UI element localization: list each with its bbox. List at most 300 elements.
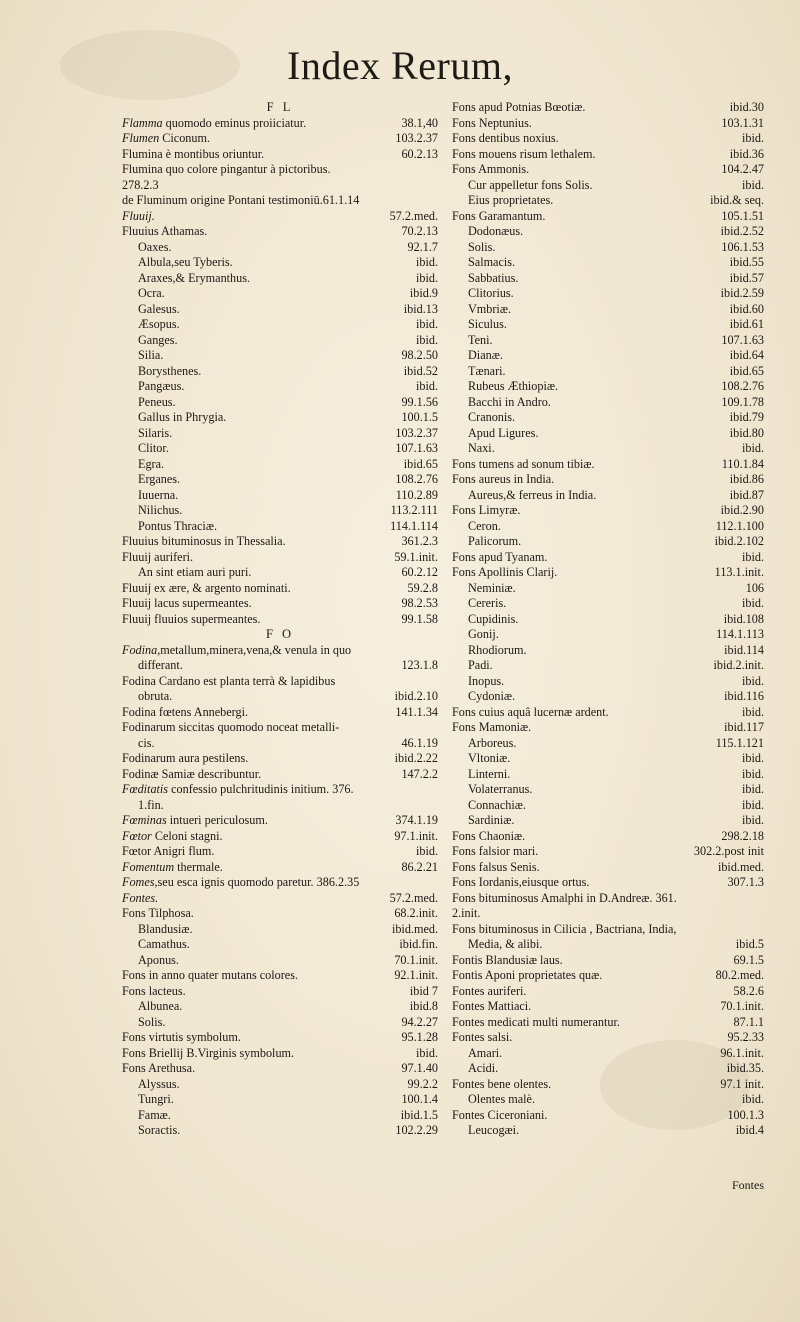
entry-text: Fons virtutis symbolum. [122, 1030, 241, 1044]
entry-reference: 59.2.8 [407, 580, 438, 595]
index-entry [452, 193, 764, 209]
index-entry [452, 178, 764, 194]
index-entry [122, 596, 438, 612]
entry-reference: ibid. [741, 704, 764, 719]
entry-text: Fons apud Potnias Bœotiæ. [452, 100, 586, 114]
entry-reference: ibid. [415, 270, 438, 285]
entry-reference: 105.1.51 [721, 208, 764, 223]
entry-text: Flamma quomodo eminus proiiciatur. [122, 115, 307, 130]
entry-reference: 97.1 init. [720, 1076, 764, 1091]
index-entry [452, 131, 764, 147]
index-entry [452, 441, 764, 457]
index-entry [122, 379, 438, 395]
entry-reference: ibid.med. [391, 921, 438, 936]
entry-reference: 108.2.76 [395, 472, 438, 486]
entry-text: Padi. [468, 658, 493, 672]
index-entry [452, 240, 764, 256]
entry-text: Fomentum thermale. [122, 859, 223, 874]
index-entry [122, 240, 438, 256]
entry-text: obruta. [138, 689, 173, 703]
index-entry [452, 875, 764, 891]
entry-text: Linterni. [468, 766, 511, 781]
entry-text: Fons lacteus. [122, 983, 186, 998]
index-entry [122, 1092, 438, 1108]
entry-reference: ibid.65 [403, 456, 438, 471]
index-entry [122, 209, 438, 225]
entry-reference: 92.1.7 [407, 239, 438, 254]
index-entry [452, 689, 764, 705]
entry-text: Fodinarum siccitas quomodo noceat metalli- [122, 720, 340, 734]
entry-text: Acidi. [468, 1061, 499, 1075]
entry-reference: ibid.114 [724, 642, 764, 657]
entry-text: Sabbatius. [468, 270, 519, 285]
index-entry [122, 224, 438, 240]
index-entry [452, 224, 764, 240]
index-entry [452, 1123, 764, 1139]
entry-reference: 99.1.58 [401, 611, 438, 626]
index-entry [452, 596, 764, 612]
index-column-left [122, 100, 438, 1139]
index-entry [452, 782, 764, 798]
index-entry [452, 1108, 764, 1124]
entry-reference: ibid.2.59 [720, 286, 764, 300]
entry-text: Fluuij auriferi. [122, 549, 194, 564]
index-entry [122, 364, 438, 380]
index-entry [452, 333, 764, 349]
entry-text: Blandusiæ. [138, 921, 193, 936]
entry-text: Clitor. [138, 441, 169, 455]
entry-reference: 113.2.111 [390, 503, 438, 517]
entry-reference: 100.1.5 [401, 410, 438, 424]
entry-reference: 46.1.19 [401, 735, 438, 750]
entry-text: Gallus in Phrygia. [138, 410, 227, 424]
index-entry [452, 627, 764, 643]
entry-text: Olentes malè. [468, 1092, 536, 1106]
entry-text: Rhodiorum. [468, 642, 527, 657]
entry-reference: ibid.64 [729, 348, 764, 362]
index-entry [122, 348, 438, 364]
entry-reference: ibid.fin. [399, 937, 438, 951]
entry-reference: 103.1.31 [721, 115, 764, 130]
entry-text: Pontus Thraciæ. [138, 518, 217, 533]
index-entry [452, 286, 764, 302]
entry-reference: 70.2.13 [401, 224, 438, 238]
entry-text: Bacchi in Andro. [468, 394, 551, 409]
entry-text: Aureus,& ferreus in India. [468, 487, 597, 502]
index-entry [122, 1108, 438, 1124]
index-entry [122, 612, 438, 628]
entry-text: Silia. [138, 348, 164, 362]
index-entry [122, 271, 438, 287]
entry-text: Fons Mamoniæ. [452, 720, 532, 734]
index-entry [122, 736, 438, 752]
index-entry [452, 999, 764, 1015]
italic-keyword: Fontes. [122, 890, 159, 905]
entry-reference: 80.2.med. [715, 968, 764, 982]
index-entry [452, 534, 764, 550]
entry-text: F L [266, 100, 294, 114]
entry-text: Fodina,metallum,minera,vena,& venula in quo [122, 642, 352, 657]
entry-text: Fœtor Celoni stagni. [122, 828, 223, 843]
entry-reference: ibid.116 [724, 689, 764, 703]
entry-reference: 298.2.18 [721, 828, 764, 843]
index-entry [452, 767, 764, 783]
index-entry [122, 503, 438, 519]
index-entry [452, 1077, 764, 1093]
index-entry [122, 565, 438, 581]
entry-text: Soractis. [138, 1123, 181, 1137]
index-entry [122, 875, 438, 891]
entry-text: Fons tumens ad sonum tibiæ. [452, 456, 595, 471]
index-entry [122, 1123, 438, 1139]
index-entry [122, 937, 438, 953]
entry-text: Cur appelletur fons Solis. [468, 177, 593, 192]
entry-reference: ibid. [741, 673, 764, 688]
index-entry [122, 968, 438, 984]
entry-text: Fons bituminosus in Cilicia , Bactriana, India, [452, 921, 677, 936]
index-entry [122, 751, 438, 767]
index-entry [122, 906, 438, 922]
index-entry [122, 953, 438, 969]
entry-text: Naxi. [468, 441, 495, 455]
entry-reference: 123.1.8 [401, 658, 438, 672]
entry-reference: ibid.36 [729, 146, 764, 161]
entry-text: Fons bituminosus Amalphi in D.Andreæ. 361. [452, 890, 677, 905]
entry-reference: ibid.61 [729, 317, 764, 331]
index-entry [452, 100, 764, 116]
entry-text: Albunea. [138, 999, 183, 1013]
entry-text [122, 209, 155, 225]
entry-text: Ganges. [138, 332, 178, 347]
index-entry [122, 798, 438, 814]
index-column-right [452, 100, 764, 1139]
entry-text: cis. [138, 735, 155, 750]
index-entry [122, 395, 438, 411]
entry-text: Borysthenes. [138, 363, 202, 378]
entry-reference: 147.2.2 [401, 766, 438, 781]
index-entry [452, 813, 764, 829]
index-entry [452, 317, 764, 333]
index-entry [122, 581, 438, 597]
entry-reference: 103.2.37 [395, 425, 438, 440]
entry-reference: 87.1.1 [733, 1014, 764, 1029]
index-entry [122, 1046, 438, 1062]
index-entry [122, 131, 438, 147]
entry-reference: 98.2.50 [401, 348, 438, 362]
entry-text: Volaterranus. [468, 782, 533, 796]
italic-keyword: Flamma [122, 115, 163, 130]
index-entry [452, 844, 764, 860]
entry-text: Fons Neptunius. [452, 115, 532, 130]
index-entry [452, 348, 764, 364]
entry-reference: ibid.9 [409, 286, 438, 300]
section-heading [122, 100, 438, 116]
entry-text: Palicorum. [468, 534, 522, 548]
entry-reference: 98.2.53 [401, 596, 438, 610]
entry-text: Gonij. [468, 627, 499, 641]
entry-text: Fons Iordanis,eiusque ortus. [452, 875, 590, 889]
entry-text: Teni. [468, 332, 493, 347]
entry-text: Dianæ. [468, 348, 503, 362]
entry-text: Fons Chaoniæ. [452, 828, 526, 843]
entry-reference: ibid. [415, 317, 438, 331]
entry-reference: ibid.5 [735, 937, 764, 951]
entry-reference: 95.2.33 [727, 1030, 764, 1044]
index-entry [452, 674, 764, 690]
index-entry [122, 891, 438, 907]
index-entry [452, 798, 764, 814]
entry-reference: ibid.2.102 [714, 534, 764, 548]
entry-reference: 70.1.init. [394, 952, 438, 967]
index-entry [452, 705, 764, 721]
entry-text: Fontes auriferi. [452, 983, 527, 998]
entry-text: Fontes bene olentes. [452, 1076, 552, 1091]
index-entry [122, 999, 438, 1015]
entry-text: Aponus. [138, 952, 179, 967]
entry-text: Fontes salsi. [452, 1030, 513, 1044]
entry-reference: 38.1,40 [401, 115, 438, 130]
entry-text: Fodinarum aura pestilens. [122, 751, 249, 765]
entry-text: Fœtor Anigri flum. [122, 844, 215, 858]
entry-text: Leucogæi. [468, 1123, 520, 1137]
italic-keyword: Flumen [122, 131, 160, 145]
section-heading [122, 627, 438, 643]
entry-text: An sint etiam auri puri. [138, 565, 252, 579]
entry-text: Æsopus. [138, 317, 180, 331]
entry-text: Fœminas intueri periculosum. [122, 813, 268, 827]
index-entry [452, 395, 764, 411]
entry-reference: 57.2.med. [389, 890, 438, 905]
index-entry [452, 457, 764, 473]
entry-text: Nilichus. [138, 503, 183, 517]
index-entry [452, 984, 764, 1000]
entry-reference: 97.1.40 [401, 1061, 438, 1075]
index-entry [452, 162, 764, 178]
index-entry [122, 534, 438, 550]
entry-text: Alyssus. [138, 1076, 180, 1091]
entry-text: Flumina quo colore pingantur à pictoribus. [122, 162, 331, 176]
entry-text: Fluuius Athamas. [122, 224, 208, 238]
entry-reference: 114.1.114 [390, 518, 438, 533]
entry-text: Fluuij fluuios supermeantes. [122, 611, 261, 626]
entry-text: Eius proprietates. [468, 193, 554, 207]
entry-reference: ibid.57 [729, 270, 764, 285]
entry-reference: 307.1.3 [727, 875, 764, 889]
index-entry [122, 1061, 438, 1077]
entry-text: Fons mouens risum lethalem. [452, 146, 596, 161]
index-entry [452, 751, 764, 767]
entry-reference: 114.1.113 [716, 627, 764, 641]
entry-reference: ibid. [741, 782, 764, 796]
index-entry [452, 116, 764, 132]
entry-text: Fons Apollinis Clarij. [452, 565, 558, 579]
entry-reference: 115.1.121 [715, 735, 764, 750]
entry-reference: ibid. [741, 1092, 764, 1106]
entry-text: Silaris. [138, 425, 173, 440]
entry-reference: 100.1.3 [727, 1107, 764, 1122]
entry-reference: 141.1.34 [395, 704, 438, 719]
entry-text: Egra. [138, 456, 165, 471]
index-entry [452, 503, 764, 519]
entry-text: Arboreus. [468, 735, 517, 750]
entry-text: Fons Briellij B.Virginis symbolum. [122, 1045, 295, 1060]
entry-reference: 60.2.12 [401, 565, 438, 579]
catchword: Fontes [731, 1178, 764, 1192]
entry-text: Amari. [468, 1045, 503, 1060]
entry-reference: ibid.2.init. [713, 658, 764, 672]
entry-reference: ibid.35. [726, 1061, 764, 1075]
entry-reference: 59.1.init. [394, 549, 438, 564]
index-entry [122, 457, 438, 473]
index-entry [122, 922, 438, 938]
index-entry [122, 255, 438, 271]
entry-reference: ibid.1.5 [400, 1107, 438, 1122]
index-entry [122, 658, 438, 674]
entry-reference: ibid.13 [403, 301, 438, 316]
index-entry [122, 782, 438, 798]
entry-reference: ibid. [741, 441, 764, 455]
entry-text: Inopus. [468, 673, 505, 688]
entry-reference: 361.2.3 [401, 534, 438, 548]
italic-keyword: Fœditatis [122, 782, 169, 796]
italic-keyword: Fluuij. [122, 208, 155, 223]
entry-text: Peneus. [138, 394, 176, 409]
entry-text: Fons aureus in India. [452, 472, 555, 486]
entry-text: Fodina Cardano est planta terrà & lapidibus [122, 673, 336, 688]
index-entry [122, 162, 438, 178]
index-entry [452, 581, 764, 597]
index-entry [122, 767, 438, 783]
index-entry [452, 953, 764, 969]
entry-text: Sardiniæ. [468, 813, 515, 827]
entry-text: Fons Limyræ. [452, 503, 521, 517]
index-entry [452, 379, 764, 395]
entry-text: Fons cuius aquâ lucernæ ardent. [452, 704, 609, 719]
entry-reference: 58.2.6 [733, 983, 764, 998]
entry-text: F O [265, 627, 295, 641]
index-entry [452, 736, 764, 752]
entry-reference: ibid.2.52 [720, 224, 764, 238]
entry-text: Galesus. [138, 301, 180, 316]
entry-text: Siculus. [468, 317, 507, 331]
index-entry [122, 689, 438, 705]
entry-reference: ibid.108 [723, 611, 764, 626]
index-entry [452, 643, 764, 659]
entry-reference: ibid. [741, 797, 764, 812]
index-entry [122, 1015, 438, 1031]
index-entry [452, 968, 764, 984]
index-entry [122, 860, 438, 876]
entry-reference: ibid. [415, 255, 438, 269]
index-entry [452, 906, 764, 922]
entry-reference: ibid. [741, 549, 764, 564]
entry-reference: 100.1.4 [401, 1092, 438, 1106]
entry-text: Flumen Ciconum. [122, 131, 211, 145]
index-entry [122, 720, 438, 736]
entry-text: Fons in anno quater mutans colores. [122, 968, 299, 982]
entry-reference: ibid.79 [729, 410, 764, 424]
index-entry [122, 984, 438, 1000]
entry-reference: ibid.87 [729, 487, 764, 502]
entry-reference: ibid.2.10 [394, 689, 438, 703]
entry-reference: 109.1.78 [721, 394, 764, 409]
entry-reference: 113.1.init. [714, 565, 764, 579]
entry-text: Fons Garamantum. [452, 208, 546, 223]
entry-text: Pangæus. [138, 379, 185, 393]
index-entry [122, 1030, 438, 1046]
index-entry [452, 271, 764, 287]
entry-reference: 107.1.63 [721, 332, 764, 347]
entry-reference: ibid. [415, 379, 438, 393]
entry-text: Fœditatis confessio pulchritudinis initium. 376. [122, 782, 354, 796]
index-entry [452, 1092, 764, 1108]
entry-reference: 374.1.19 [395, 813, 438, 827]
entry-text: Solis. [468, 239, 496, 254]
entry-text: Cereris. [468, 596, 507, 610]
entry-reference: 95.1.28 [401, 1030, 438, 1044]
entry-text: Fodinæ Samiæ describuntur. [122, 766, 262, 781]
entry-text: Solis. [138, 1014, 166, 1029]
entry-reference: ibid. [741, 813, 764, 827]
index-entry [122, 643, 438, 659]
entry-text: Famæ. [138, 1107, 171, 1122]
entry-text: Fons apud Tyanam. [452, 549, 548, 564]
entry-reference: ibid. [741, 596, 764, 610]
index-entry [452, 364, 764, 380]
entry-reference: 104.2.47 [721, 162, 764, 176]
index-entry [452, 488, 764, 504]
entry-reference: 60.2.13 [401, 146, 438, 161]
entry-text: Fons Arethusa. [122, 1061, 196, 1075]
entry-reference: 92.1.init. [394, 968, 438, 982]
entry-reference: 96.1.init. [720, 1045, 764, 1060]
index-entry [452, 209, 764, 225]
index-entry [122, 286, 438, 302]
entry-text: Fons dentibus noxius. [452, 131, 559, 145]
entry-reference: 102.2.29 [395, 1123, 438, 1137]
entry-text: Tungri. [138, 1092, 174, 1106]
index-entry [452, 147, 764, 163]
entry-reference: ibid.55 [729, 255, 764, 269]
entry-reference: ibid.4 [735, 1123, 764, 1137]
italic-keyword: Fœtor [122, 828, 152, 843]
entry-text: Cranonis. [468, 410, 516, 424]
index-entry [452, 937, 764, 953]
entry-reference: ibid. [415, 332, 438, 347]
index-entry [122, 829, 438, 845]
entry-reference: ibid. [741, 177, 764, 192]
index-entry [452, 426, 764, 442]
index-entry [452, 550, 764, 566]
index-entry [122, 844, 438, 860]
entry-reference: ibid.80 [729, 425, 764, 440]
index-entry [452, 410, 764, 426]
index-entry [122, 441, 438, 457]
index-entry [452, 565, 764, 581]
entry-text: Fontes medicati multi numerantur. [452, 1014, 620, 1029]
entry-reference: 69.1.5 [733, 952, 764, 967]
entry-text: Iuuerna. [138, 487, 179, 502]
entry-text: Ocra. [138, 286, 165, 300]
index-entry [452, 1030, 764, 1046]
index-entry [452, 860, 764, 876]
index-entry [122, 674, 438, 690]
index-entry [122, 302, 438, 318]
entry-reference: ibid.65 [729, 363, 764, 378]
entry-reference: ibid. [415, 844, 438, 858]
index-entry [122, 178, 438, 194]
index-entry [122, 1077, 438, 1093]
